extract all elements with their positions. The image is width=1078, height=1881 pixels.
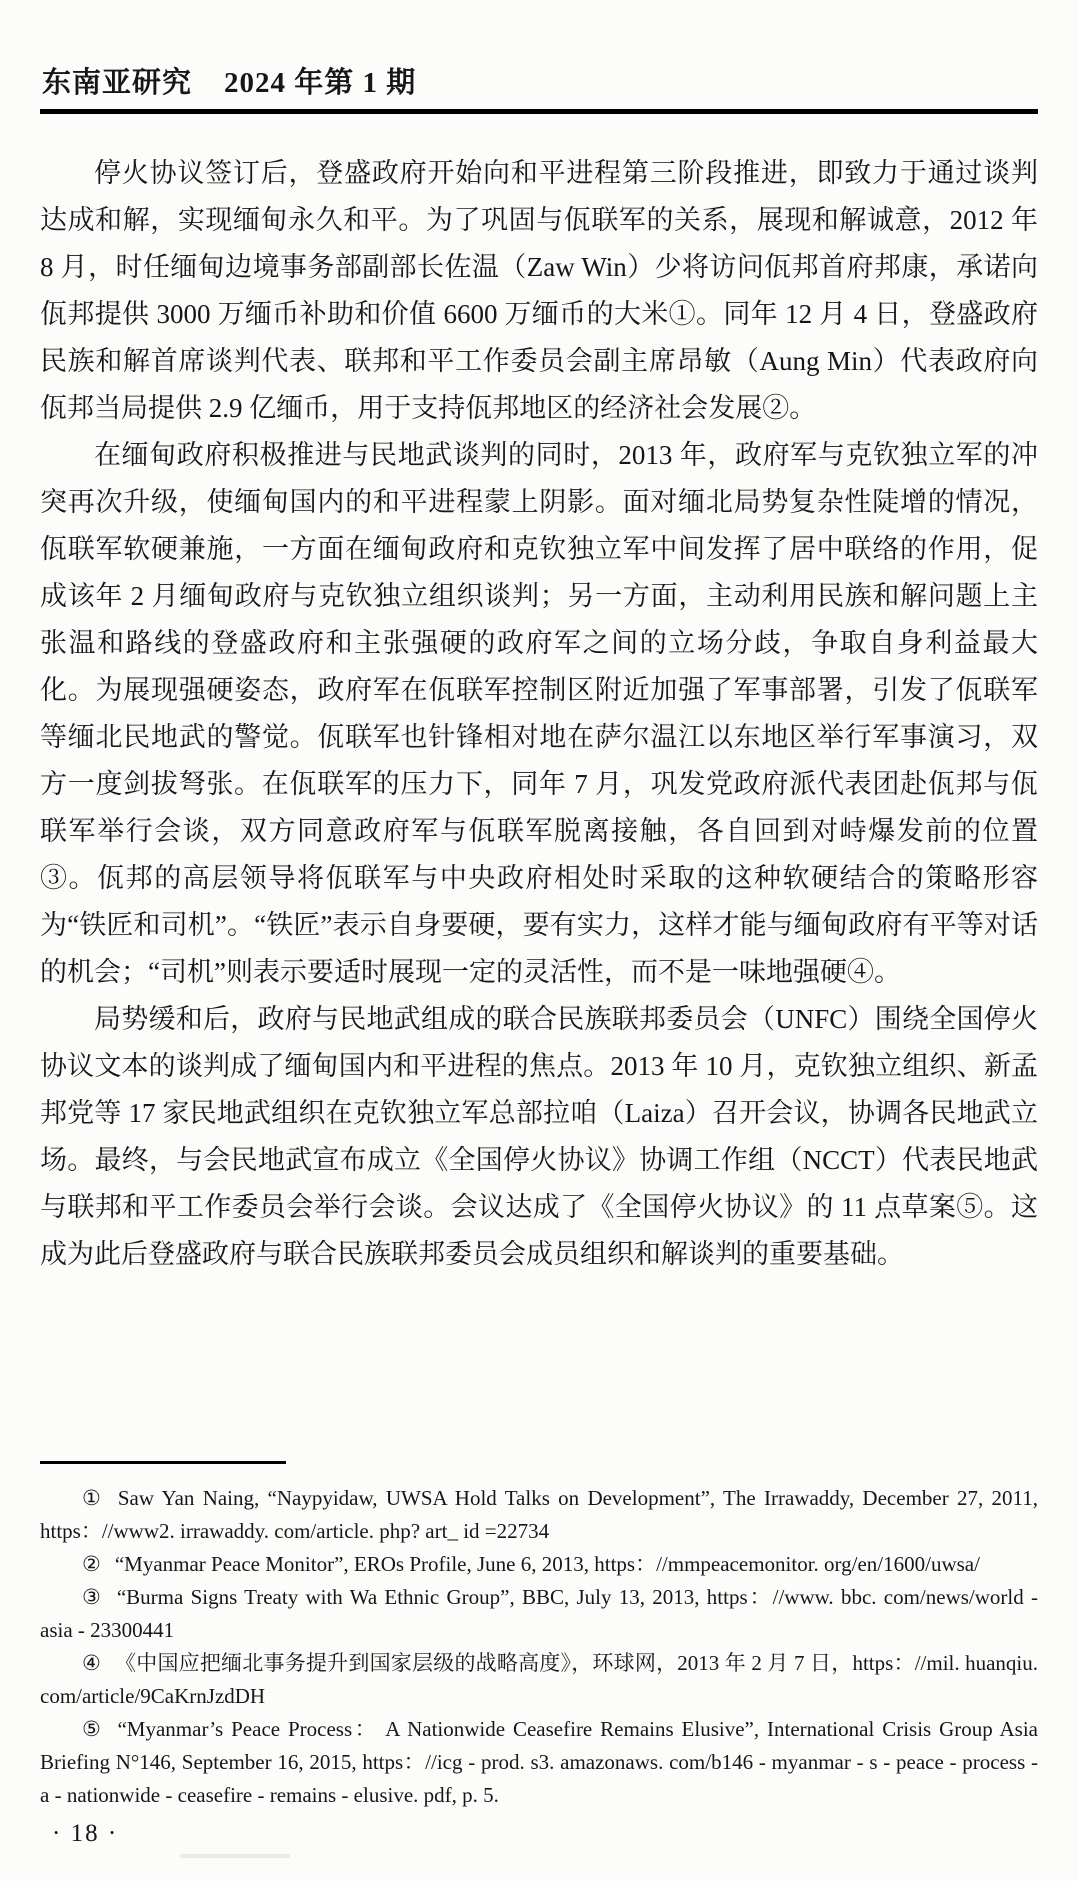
scan-artifact — [180, 1854, 290, 1858]
footnote-5-text: “Myanmar’s Peace Process： A Nationwide Ceasefire Remains Elusive”, International Crisis Group Asia Briefing N°146, September 16, 2015, https：//icg - prod. s3. amazonaws. com/b146 - myanmar - s - peace - process - a - nationwide - ceasefire - remains - elusive. pdf, p. 5. — [40, 1717, 1038, 1807]
journal-name: 东南亚研究 — [42, 67, 193, 99]
footnote-4-text: 《中国应把缅北事务提升到国家层级的战略高度》，环球网，2013 年 2 月 7 日，https：//mil. huanqiu. com/article/9CaKrnJzdDH — [40, 1651, 1039, 1708]
footnote-3-marker: ③ — [82, 1585, 103, 1609]
body-paragraph-3: 局势缓和后，政府与民地武组成的联合民族联邦委员会（UNFC）围绕全国停火协议文本的谈判成了缅甸国内和平进程的焦点。2013 年 10 月，克钦独立组织、新孟邦党等 17 家民地武组织在克钦独立军总部拉咱（Laiza）召开会议，协调各民地武立场。最终，与会民地武宣布成立《全国停火协议》协调工作组（NCCT）代表民地武与联邦和平工作委员会举行会谈。会议达成了《全国停火协议》的 11 点草案⑤。这成为此后登盛政府与联合民族联邦委员会成员组织和解谈判的重要基础。 — [40, 1004, 1038, 1269]
footnote-2-marker: ② — [82, 1552, 101, 1576]
page-footer — [52, 1820, 118, 1848]
footnote-4 — [40, 1647, 1038, 1713]
body-paragraph-2: 在缅甸政府积极推进与民地武谈判的同时，2013 年，政府军与克钦独立军的冲突再次升级，使缅甸国内的和平进程蒙上阴影。面对缅北局势复杂性陡增的情况，佤联军软硬兼施，一方面在缅甸政府和克钦独立军中间发挥了居中联络的作用，促成该年 2 月缅甸政府与克钦独立组织谈判；另一方面，主动利用民族和解问题上主张温和路线的登盛政府和主张强硬的政府军之间的立场分歧，争取自身利益最大化。为展现强硬姿态，政府军在佤联军控制区附近加强了军事部署，引发了佤联军等缅北民地武的警觉。佤联军也针锋相对地在萨尔温江以东地区举行军事演习，双方一度剑拔弩张。在佤联军的压力下，同年 7 月，巩发党政府派代表团赴佤邦与佤联军举行会谈，双方同意政府军与佤联军脱离接触，各自回到对峙爆发前的位置③。佤邦的高层领导将佤联军与中央政府相处时采取的这种软硬结合的策略形容为“铁匠和司机”。“铁匠”表示自身要硬，要有实力，这样才能与缅甸政府有平等对话的机会；“司机”则表示要适时展现一定的灵活性，而不是一味地强硬④。 — [40, 440, 1038, 987]
footnote-1 — [40, 1482, 1038, 1548]
footnote-1-text: Saw Yan Naing, “Naypyidaw, UWSA Hold Talks on Development”, The Irrawaddy, December 27, 2011, https：//www2. irrawaddy. com/article. php? art_ id =22734 — [40, 1486, 1038, 1543]
footnote-separator-rule — [40, 1461, 286, 1464]
footnote-1-marker: ① — [82, 1486, 104, 1510]
article-body — [40, 150, 1038, 1278]
footnote-5 — [40, 1713, 1038, 1812]
footnote-2 — [40, 1548, 1038, 1581]
footnote-3 — [40, 1581, 1038, 1647]
header-rule — [40, 109, 1038, 114]
footnote-3-text: “Burma Signs Treaty with Wa Ethnic Group”, BBC, July 13, 2013, https：//www. bbc. com/news/world - asia - 23300441 — [40, 1585, 1039, 1642]
issue-label: 2024 年第 1 期 — [224, 67, 417, 99]
footnote-2-text: “Myanmar Peace Monitor”, EROs Profile, June 6, 2013, https：//mmpeacemonitor. org/en/1600/uwsa/ — [114, 1552, 980, 1576]
body-paragraph-1: 停火协议签订后，登盛政府开始向和平进程第三阶段推进，即致力于通过谈判达成和解，实现缅甸永久和平。为了巩固与佤联军的关系，展现和解诚意，2012 年 8 月，时任缅甸边境事务部副部长佐温（Zaw Win）少将访问佤邦首府邦康，承诺向佤邦提供 3000 万缅币补助和价值 6600 万缅币的大米①。同年 12 月 4 日，登盛政府民族和解首席谈判代表、联邦和平工作委员会副主席昂敏（Aung Min）代表政府向佤邦当局提供 2.9 亿缅币，用于支持佤邦地区的经济社会发展②。 — [40, 158, 1038, 423]
footnote-5-marker: ⑤ — [82, 1717, 104, 1741]
page-header — [42, 60, 416, 101]
footnote-4-marker: ④ — [82, 1651, 102, 1675]
page-number: · 18 · — [52, 1820, 119, 1847]
footnotes-section — [40, 1482, 1038, 1812]
